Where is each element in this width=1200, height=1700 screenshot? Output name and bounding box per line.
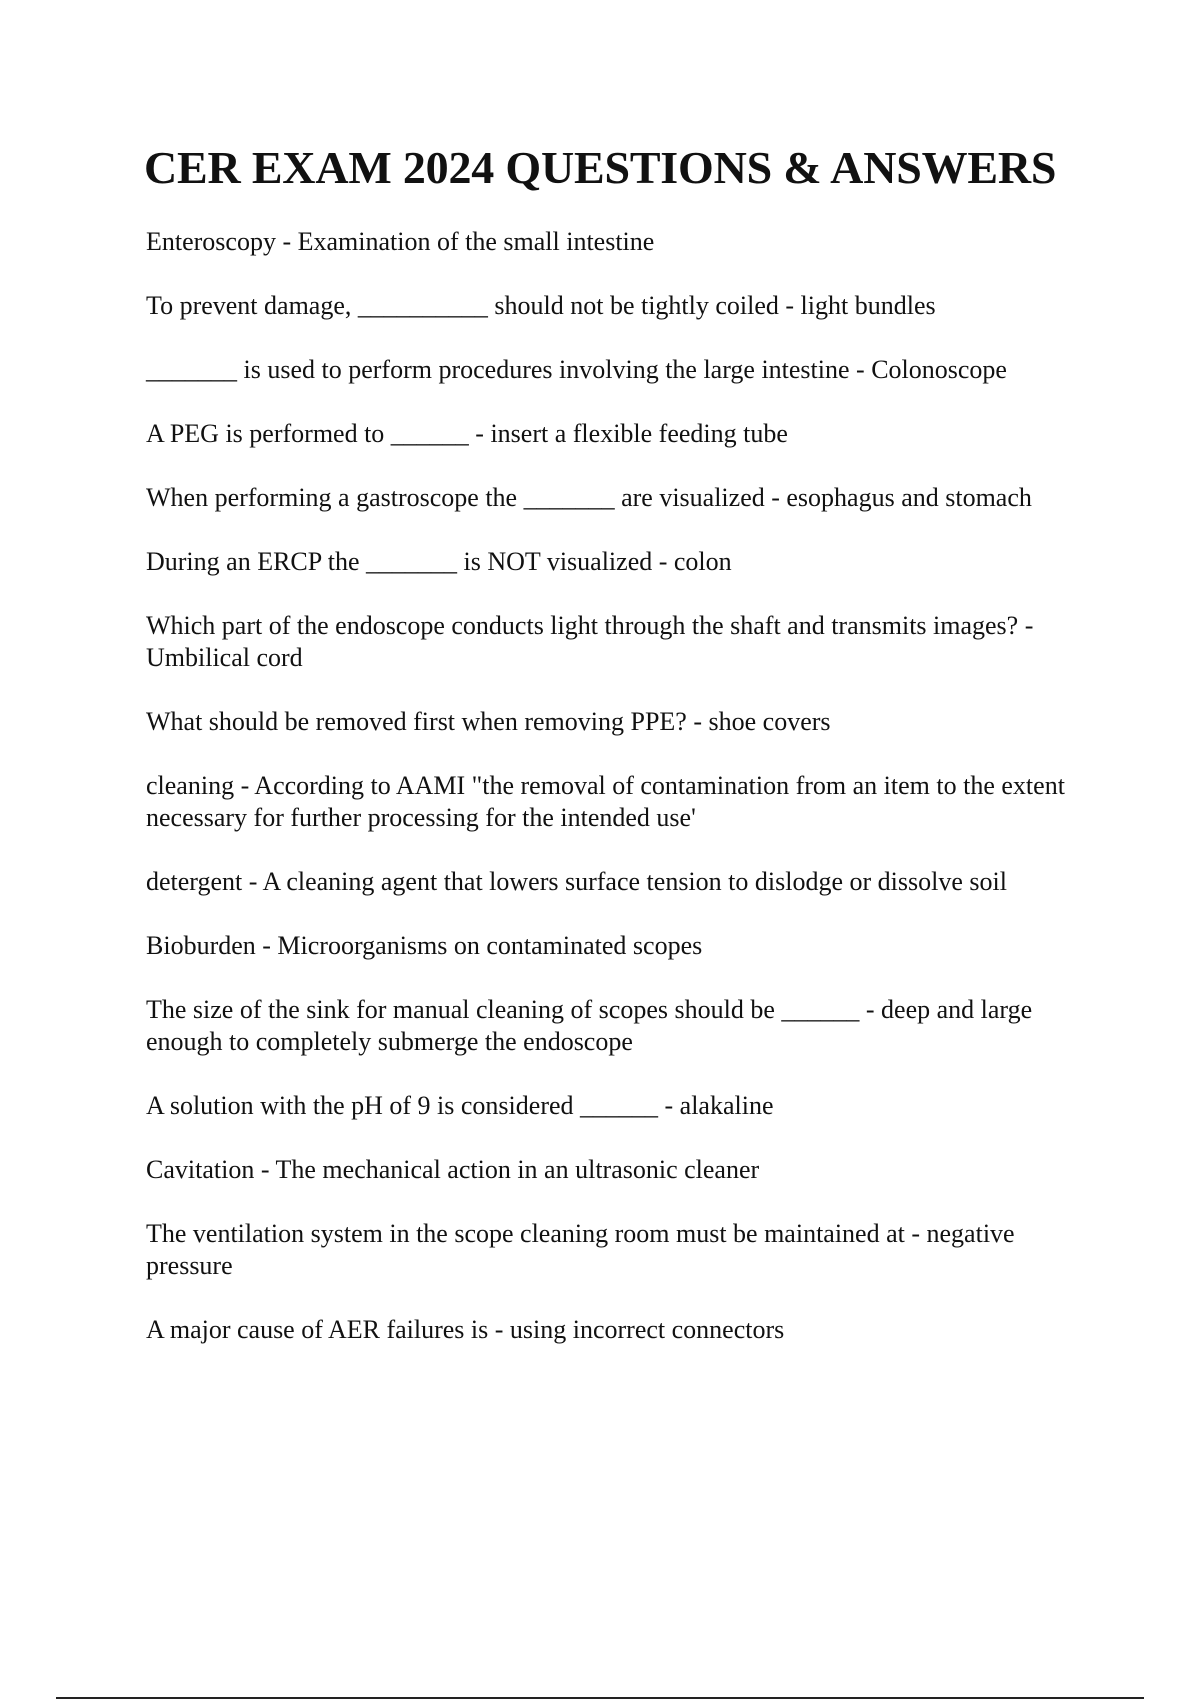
qa-item: Bioburden - Microorganisms on contaminated scopes xyxy=(146,931,703,960)
qa-item: _______ is used to perform procedures involving the large intestine - Colonoscope xyxy=(146,355,1007,384)
qa-item: detergent - A cleaning agent that lowers surface tension to dislodge or dissolve soil xyxy=(146,867,1007,896)
qa-item: During an ERCP the _______ is NOT visualized - colon xyxy=(146,547,732,576)
page-title: CER EXAM 2024 QUESTIONS & ANSWERS xyxy=(144,142,1057,193)
qa-item: A solution with the pH of 9 is considered ______ - alakaline xyxy=(146,1091,774,1120)
qa-item: The size of the sink for manual cleaning of scopes should be ______ - deep and large enough to completely submerge the endoscope xyxy=(146,995,1033,1056)
qa-list xyxy=(146,226,1106,1378)
qa-item: A major cause of AER failures is - using incorrect connectors xyxy=(146,1315,785,1344)
qa-item: To prevent damage, __________ should not be tightly coiled - light bundles xyxy=(146,291,936,320)
qa-item: What should be removed first when removing PPE? - shoe covers xyxy=(146,707,831,736)
qa-item: The ventilation system in the scope cleaning room must be maintained at - negative pressure xyxy=(146,1219,1015,1280)
qa-item: Cavitation - The mechanical action in an ultrasonic cleaner xyxy=(146,1155,760,1184)
qa-item: When performing a gastroscope the _______ are visualized - esophagus and stomach xyxy=(146,483,1032,512)
footer-rule xyxy=(56,1697,1144,1699)
qa-item: Enteroscopy - Examination of the small intestine xyxy=(146,227,655,256)
qa-item: Which part of the endoscope conducts light through the shaft and transmits images? - Umbilical cord xyxy=(146,611,1034,672)
qa-item: cleaning - According to AAMI "the removal of contamination from an item to the extent necessary for further processing for the intended use' xyxy=(146,771,1065,832)
qa-item: A PEG is performed to ______ - insert a flexible feeding tube xyxy=(146,419,788,448)
